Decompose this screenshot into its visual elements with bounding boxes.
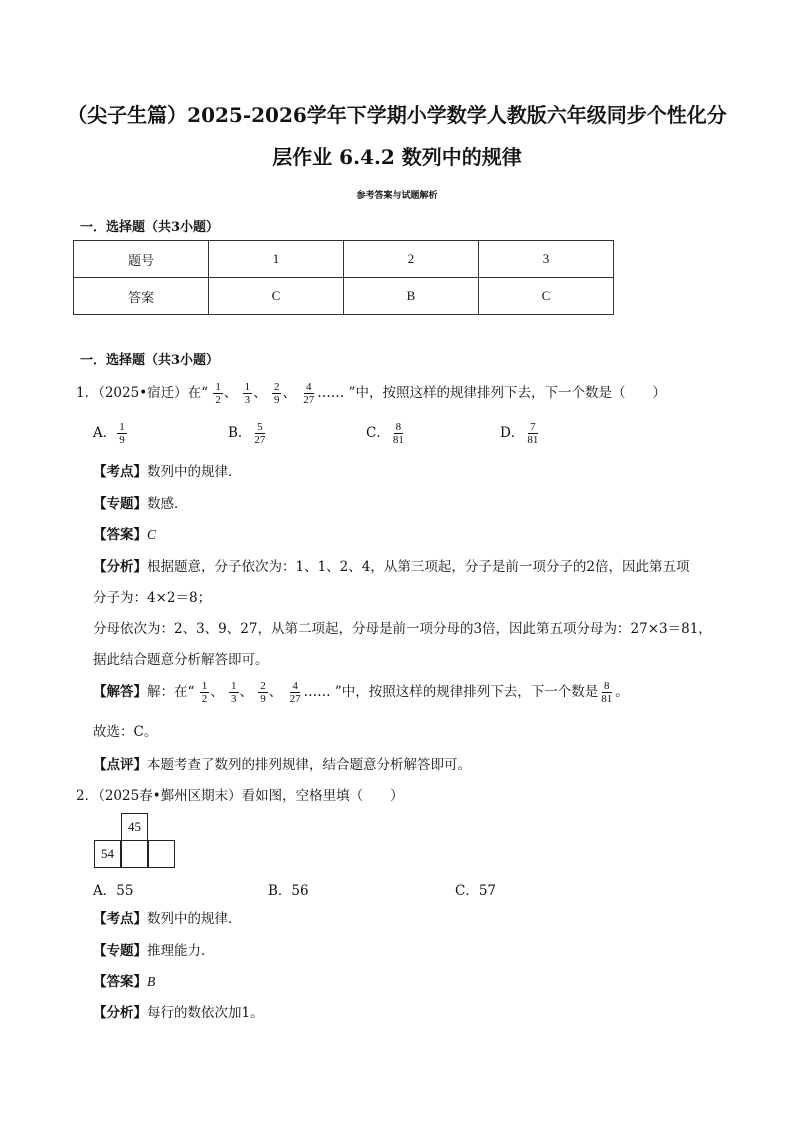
table-cell: C: [479, 278, 614, 315]
question-1-solution: 【解答】解：在“ $\frac{1}{2}$ 、 $\frac{1}{3}$ 、 $\frac{2}{9}$ 、 $\frac{4}{27}$ …… ”中，按照这样的规律排列下去，下一个数是 $\frac{8}{81}$ 。: [93, 680, 629, 705]
table-cell: C: [209, 278, 344, 315]
section-heading-questions: 一．选择题（共3小题）: [80, 353, 220, 368]
question-2-zhuanti: 【专题】推理能力．: [93, 943, 215, 959]
question-2-stem: 2．（2025春•鄞州区期末）看如图，空格里填（ ）: [76, 788, 404, 804]
question-2-kaodian: 【考点】数列中的规律．: [93, 911, 242, 927]
table-cell: 题号: [74, 241, 209, 278]
fraction: $\frac{2}{9}$: [260, 680, 266, 705]
question-1-stem: 1．（2025•宿迁）在“ $\frac{1}{2}$ 、 $\frac{1}{3}$ 、 $\frac{2}{9}$ 、 $\frac{4}{27}$ …… ”中，按照这样的规律排列下去，下一个数是（ ）: [76, 381, 666, 406]
question-1-suffix: ”中，按照这样的规律排列下去，下一个数是（ ）: [348, 385, 666, 401]
table-row: [74, 241, 614, 278]
question-1-answer: 【答案】C: [93, 527, 157, 543]
question-2-option-b: B．56: [268, 883, 309, 899]
question-1-option-c: C． $\frac{8}{81}$: [366, 421, 404, 446]
answer-table: [73, 240, 614, 315]
table-row: [74, 278, 614, 315]
figure-cell-left: 54: [94, 840, 121, 868]
table-cell: 2: [344, 241, 479, 278]
question-2-option-c: C．57: [455, 883, 497, 899]
fraction: $\frac{1}{2}$: [201, 680, 208, 705]
fraction: $\frac{4}{27}$: [289, 680, 301, 705]
question-1-option-d: D． $\frac{7}{81}$: [500, 421, 539, 446]
fraction: $\frac{1}{3}$: [244, 381, 251, 406]
question-1-zhuanti: 【专题】数感．: [93, 496, 188, 512]
question-1-option-b: B． $\frac{5}{27}$: [228, 421, 266, 446]
document-title-line2: 层作业 6.4.2 数列中的规律: [272, 145, 522, 169]
figure-cell-blank: [148, 840, 175, 868]
question-1-prefix: 1．（2025•宿迁）在“: [76, 385, 209, 401]
question-1-analysis-line2: 分子为：4×2＝8；: [93, 590, 212, 606]
table-cell: B: [344, 278, 479, 315]
figure-cell-blank: [121, 840, 148, 868]
question-2-analysis: 【分析】每行的数依次加1。: [93, 1005, 264, 1021]
question-1-analysis-line4: 据此结合题意分析解答即可。: [93, 652, 269, 668]
fraction: $\frac{8}{81}$: [601, 680, 613, 705]
fraction: $\frac{1}{2}$: [215, 381, 221, 406]
fraction: $\frac{1}{3}$: [231, 680, 237, 705]
document-subtitle: 参考答案与试题解析: [356, 191, 438, 201]
question-1-analysis: 【分析】根据题意，分子依次为：1、1、2、4，从第三项起，分子是前一项分子的2倍，因此第五项: [93, 559, 690, 575]
table-cell: 答案: [74, 278, 209, 315]
table-cell: 3: [479, 241, 614, 278]
question-1-option-a: A． $\frac{1}{9}$: [93, 421, 125, 446]
fraction: $\frac{2}{9}$: [273, 381, 280, 406]
question-1-comment: 【点评】本题考查了数列的排列规律，结合题意分析解答即可。: [93, 757, 471, 773]
document-title-line1: （尖子生篇）2025-2026学年下学期小学数学人教版六年级同步个性化分: [67, 103, 727, 127]
question-1-analysis-line3: 分母依次为：2、3、9、27，从第二项起，分母是前一项分母的3倍，因此第五项分母为：27×3＝81，: [93, 621, 712, 637]
figure-cell-top: 45: [121, 813, 148, 841]
question-1-kaodian: 【考点】数列中的规律．: [93, 464, 242, 480]
fraction: $\frac{4}{27}$: [303, 381, 315, 406]
section-heading-answers: 一．选择题（共3小题）: [80, 220, 220, 235]
question-1-choice: 故选：C。: [93, 724, 158, 740]
question-2-option-a: A．55: [93, 883, 134, 899]
question-2-answer: 【答案】B: [93, 974, 156, 990]
table-cell: 1: [209, 241, 344, 278]
